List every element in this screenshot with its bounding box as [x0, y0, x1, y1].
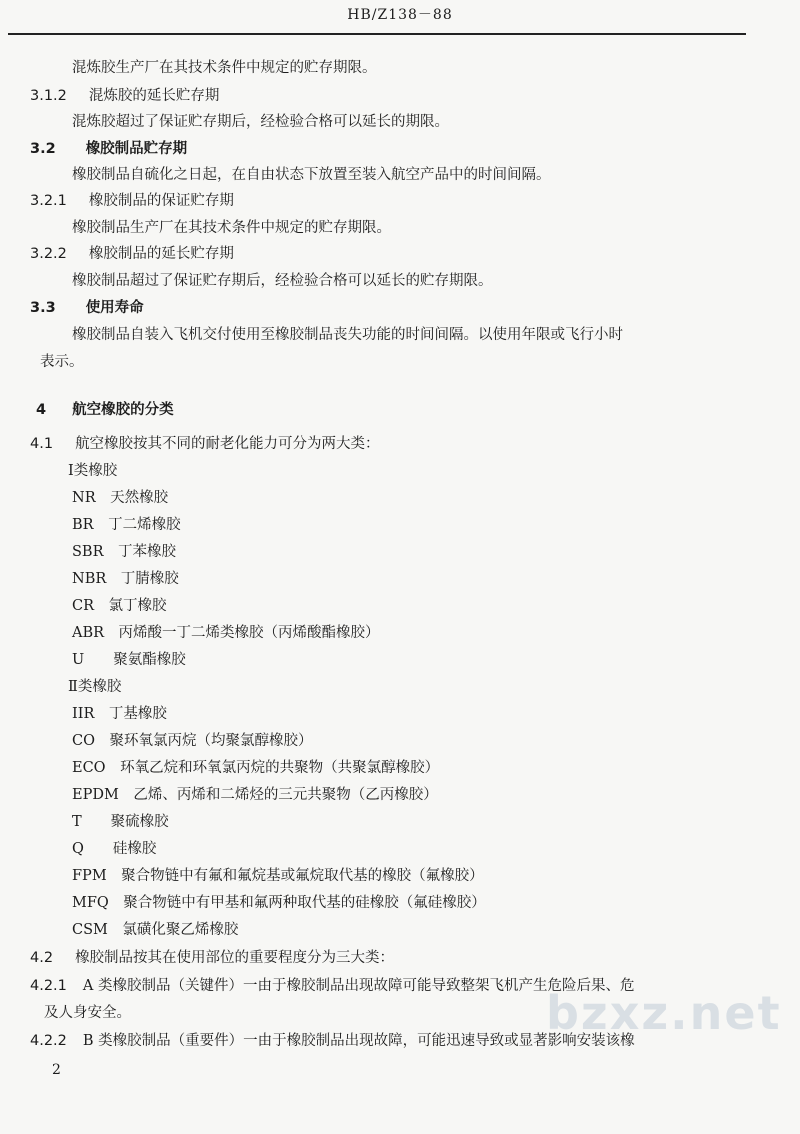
category-label: Ⅰ类橡胶 — [68, 463, 118, 479]
clause-heading — [30, 191, 234, 211]
page-header: HB/Z138－88 — [347, 7, 453, 23]
rubber-entry: BR 丁二烯橡胶 — [72, 517, 181, 533]
section-heading — [36, 400, 174, 420]
body-text: 橡胶制品超过了保证贮存期后，经检验合格可以延长的贮存期限。 — [72, 273, 493, 289]
rubber-entry: IIR 丁基橡胶 — [72, 706, 167, 722]
list-item — [72, 893, 486, 913]
rubber-entry: ABR 丙烯酸一丁二烯类橡胶（丙烯酸酯橡胶） — [72, 625, 380, 641]
rubber-entry: CSM 氯磺化聚乙烯橡胶 — [72, 922, 239, 938]
rubber-entry: U 聚氨酯橡胶 — [72, 652, 186, 668]
clause-heading — [30, 298, 144, 318]
list-item — [72, 569, 179, 589]
clause-text: A 类橡胶制品（关键件）一由于橡胶制品出现故障可能导致整架飞机产生危险后果、危 — [82, 978, 635, 994]
body-text: 橡胶制品自硫化之日起，在自由状态下放置至装入航空产品中的时间间隔。 — [72, 167, 551, 183]
clause-text: 航空橡胶按其不同的耐老化能力可分为两大类： — [75, 436, 380, 452]
rubber-entry: NBR 丁腈橡胶 — [72, 571, 179, 587]
body-line — [72, 58, 377, 78]
list-item — [72, 920, 238, 940]
list-item — [72, 623, 380, 643]
body-text: 橡胶制品自装入飞机交付使用至橡胶制品丧失功能的时间间隔。以使用年限或飞行小时 — [72, 327, 623, 343]
clause-title: 混炼胶的延长贮存期 — [88, 88, 220, 104]
list-item — [72, 866, 484, 886]
watermark: bzxz.net — [546, 986, 782, 1040]
page-number: 2 — [52, 1062, 61, 1078]
clause-text: 橡胶制品按其在使用部位的重要程度分为三大类： — [75, 950, 395, 966]
rubber-entry: CO 聚环氧氯丙烷（均聚氯醇橡胶） — [72, 733, 313, 749]
body-line — [72, 271, 493, 291]
category-label: Ⅱ类橡胶 — [68, 679, 122, 695]
body-line — [40, 352, 84, 372]
clause-title: 橡胶制品的延长贮存期 — [88, 246, 234, 262]
clause-text: B 类橡胶制品（重要件）一由于橡胶制品出现故障，可能迅速导致或显著影响安装该橡 — [82, 1033, 635, 1049]
list-item — [72, 731, 312, 751]
body-text: 混炼胶生产厂在其技术条件中规定的贮存期限。 — [72, 60, 377, 76]
body-line — [72, 165, 551, 185]
rubber-entry: EPDM 乙烯、丙烯和二烯烃的三元共聚物（乙丙橡胶） — [72, 787, 438, 803]
list-item — [72, 542, 176, 562]
list-item — [72, 785, 438, 805]
section-title: 航空橡胶的分类 — [72, 401, 174, 418]
list-item — [72, 596, 167, 616]
rubber-entry: MFQ 聚合物链中有甲基和氟两种取代基的硅橡胶（氟硅橡胶） — [72, 895, 486, 911]
list-item — [68, 677, 121, 697]
rubber-entry: Q 硅橡胶 — [72, 841, 157, 857]
body-text: 表示。 — [40, 354, 84, 370]
body-line — [72, 325, 623, 345]
body-line — [72, 218, 391, 238]
clause-number: 4.1 — [30, 436, 54, 452]
clause-number: 3.3 — [30, 300, 56, 316]
clause-number: 3.1.2 — [30, 88, 67, 104]
clause-title: 橡胶制品的保证贮存期 — [88, 193, 234, 209]
list-item — [72, 839, 156, 859]
clause-heading — [30, 434, 380, 454]
header-rule — [8, 33, 746, 35]
body-line — [44, 1003, 131, 1023]
list-item — [72, 650, 186, 670]
body-text: 混炼胶超过了保证贮存期后，经检验合格可以延长的期限。 — [72, 114, 449, 130]
clause-number: 3.2 — [30, 141, 56, 157]
clause-heading — [30, 1031, 635, 1051]
body-line — [72, 112, 449, 132]
rubber-entry: T 聚硫橡胶 — [72, 814, 169, 830]
clause-heading — [30, 86, 219, 106]
list-item — [72, 758, 439, 778]
clause-heading — [30, 139, 187, 159]
list-item — [72, 515, 181, 535]
clause-number: 4.2.1 — [30, 978, 67, 994]
clause-number: 4.2 — [30, 950, 54, 966]
rubber-entry: SBR 丁苯橡胶 — [72, 544, 177, 560]
list-item — [72, 704, 167, 724]
rubber-entry: FPM 聚合物链中有氟和氟烷基或氟烷取代基的橡胶（氟橡胶） — [72, 868, 484, 884]
clause-heading — [30, 948, 394, 968]
list-item — [68, 461, 117, 481]
list-item — [72, 812, 169, 832]
clause-title: 使用寿命 — [85, 299, 144, 316]
clause-number: 3.2.1 — [30, 193, 67, 209]
rubber-entry: CR 氯丁橡胶 — [72, 598, 167, 614]
rubber-entry: NR 天然橡胶 — [72, 490, 169, 506]
rubber-entry: ECO 环氧乙烷和环氧氯丙烷的共聚物（共聚氯醇橡胶） — [72, 760, 440, 776]
clause-title: 橡胶制品贮存期 — [85, 140, 188, 157]
clause-heading — [30, 244, 234, 264]
body-text: 及人身安全。 — [44, 1005, 131, 1021]
clause-number: 3.2.2 — [30, 246, 67, 262]
list-item — [72, 488, 168, 508]
clause-heading — [30, 976, 634, 996]
clause-number: 4.2.2 — [30, 1033, 67, 1049]
section-number: 4 — [36, 402, 47, 418]
body-text: 橡胶制品生产厂在其技术条件中规定的贮存期限。 — [72, 220, 391, 236]
